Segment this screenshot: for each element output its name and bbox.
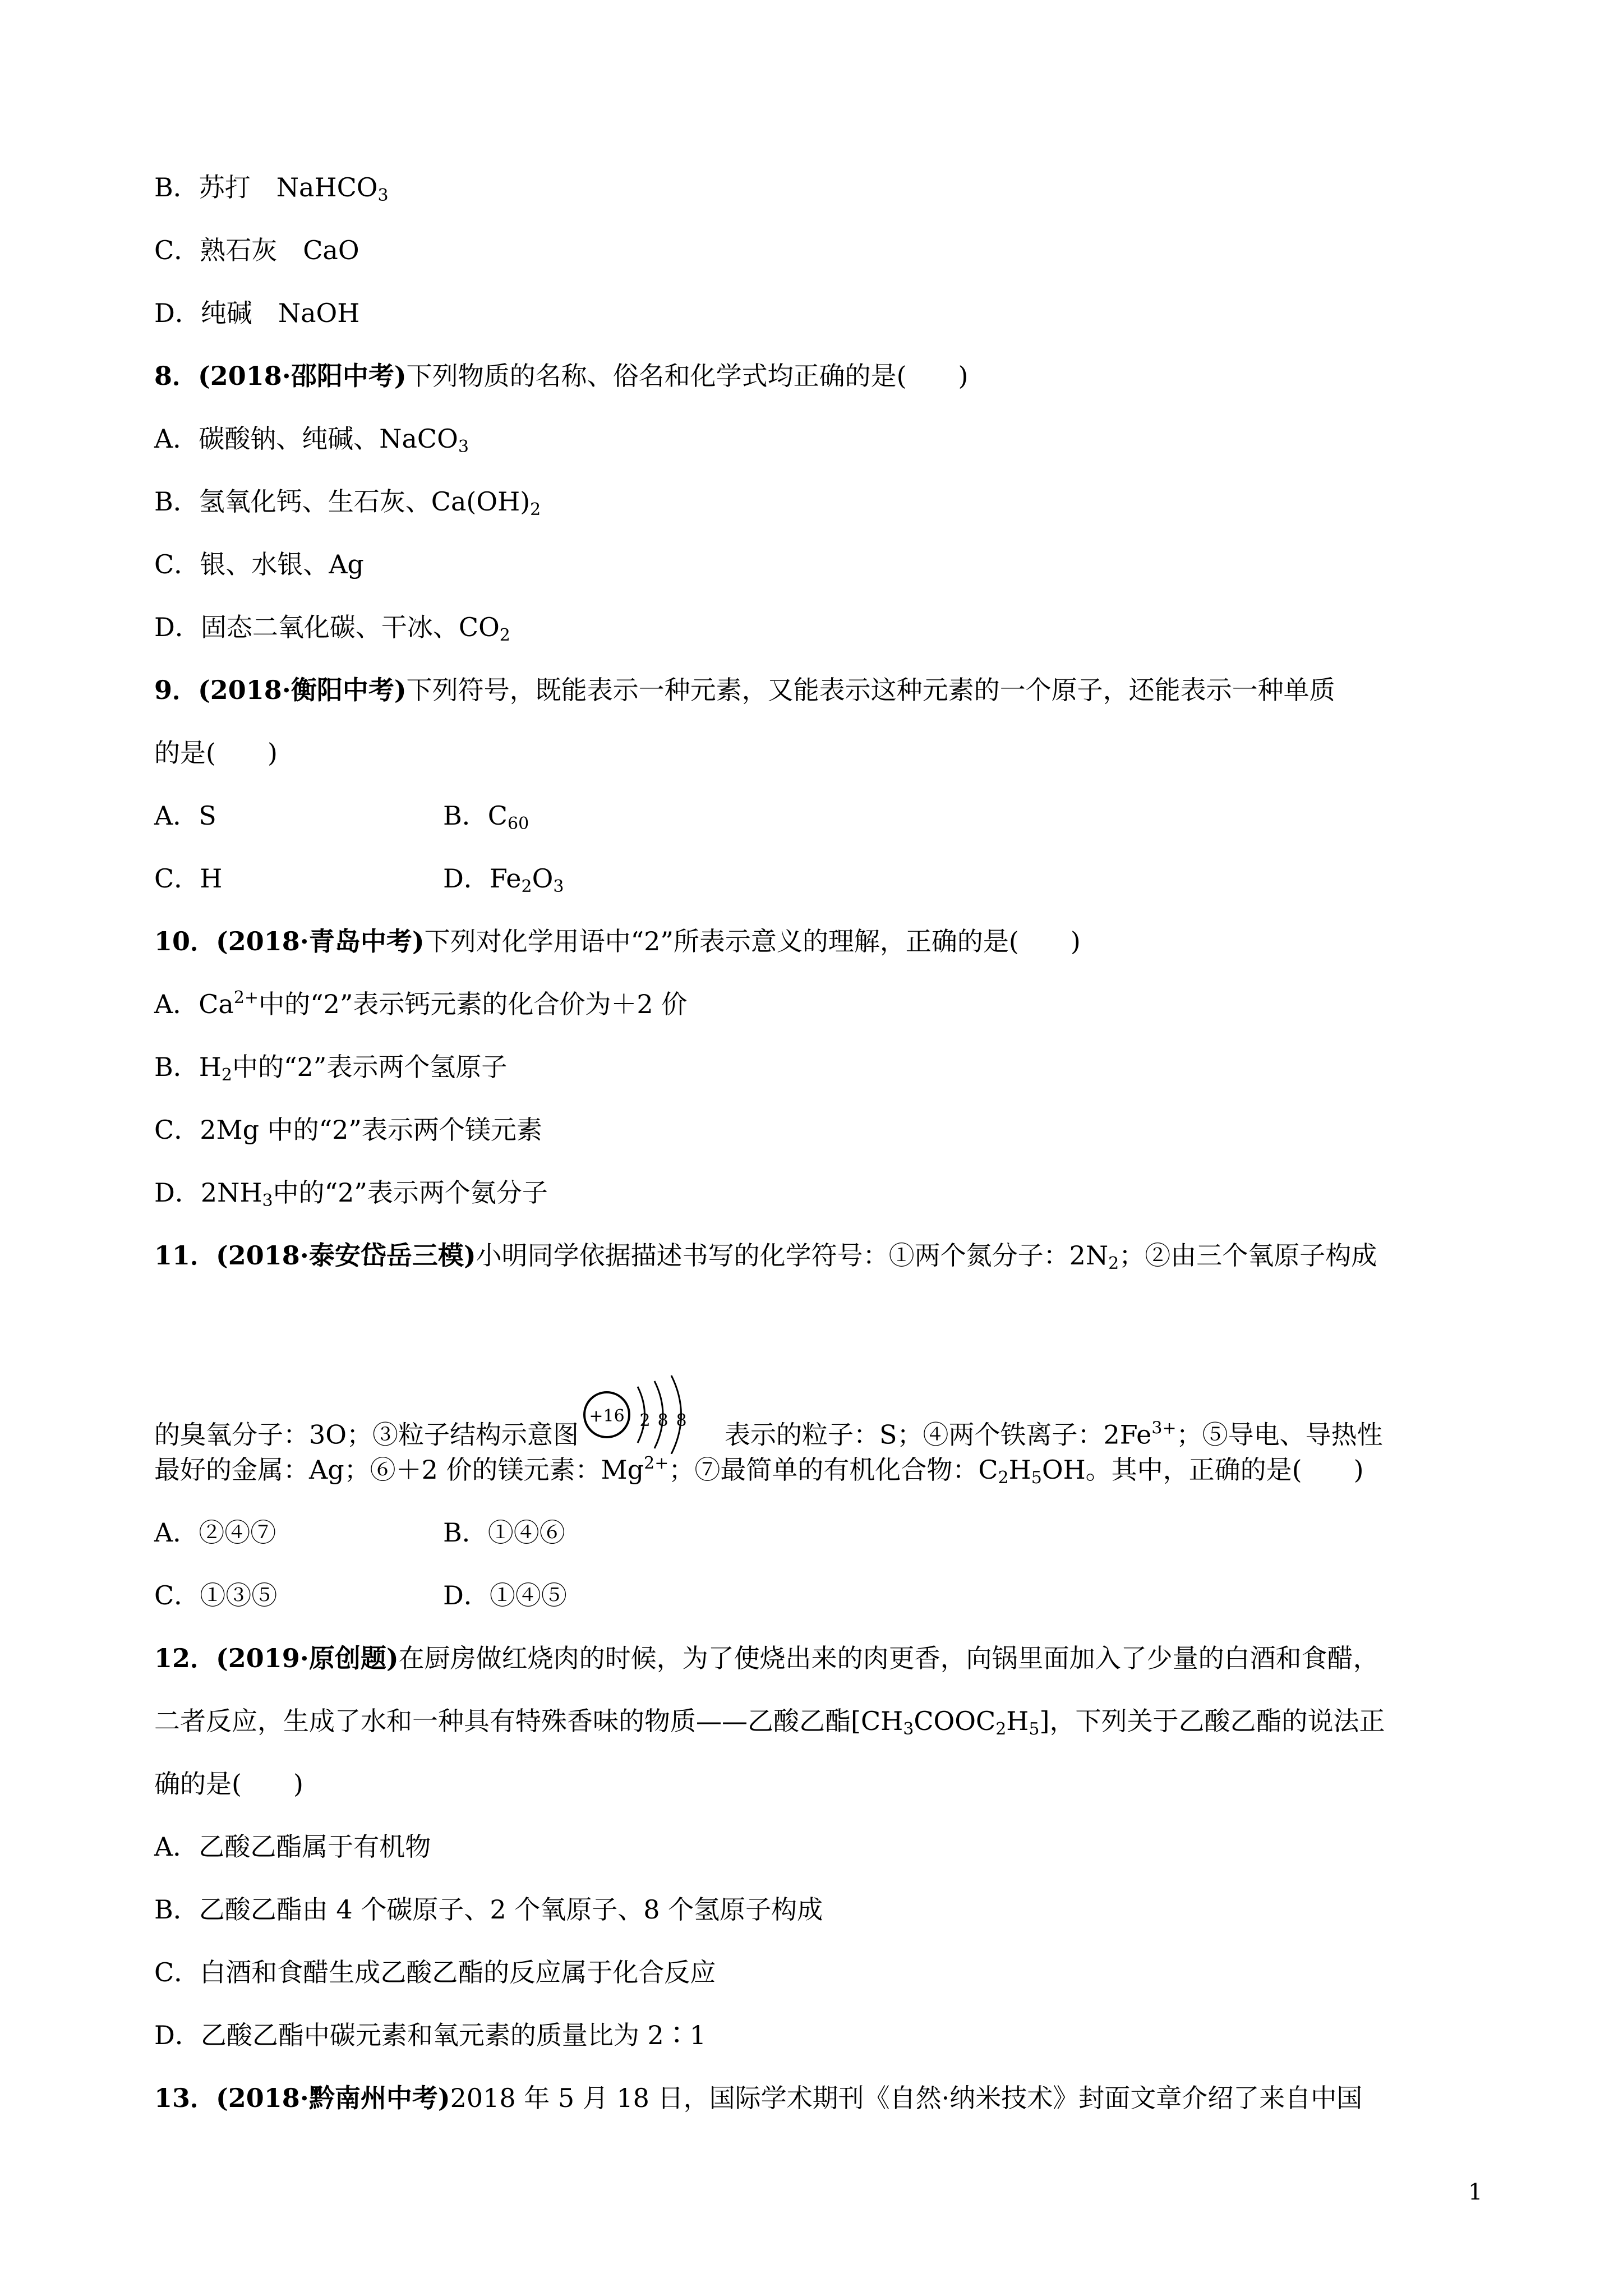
q8-option-c: C．银、水银、Ag — [154, 549, 364, 579]
q11-option-d: D．①④⑤ — [443, 1580, 567, 1611]
q10-option-a: A．$Ca^{2+}$中的“2”表示钙元素的化合价为＋2 价 — [154, 988, 688, 1019]
q9-option-d: D．$Fe_2O_3$ — [443, 863, 564, 896]
q8-option-d: D．固态二氧化碳、干冰、$CO_2$ — [154, 612, 510, 645]
q11-stem-line2: 的臭氧分子：3O；③粒子结构示意图 +16 2 8 8 表示的粒子：S；④两个铁离子：$2Fe^{3+}$；⑤导电、导热性 — [154, 1391, 1383, 1483]
q8-option-b: B．氢氧化钙、生石灰、$Ca(OH)_2$ — [154, 486, 541, 519]
q12-option-b: B．乙酸乙酯由 4 个碳原子、2 个氧原子、8 个氢原子构成 — [154, 1894, 823, 1925]
q12-stem-line1: 12．(2019·原创题)在厨房做红烧肉的时候，为了使烧出来的肉更香，向锅里面加入了少量的白酒和食醋， — [154, 1643, 1379, 1673]
q12-option-c: C．白酒和食醋生成乙酸乙酯的反应属于化合反应 — [154, 1957, 716, 1987]
q7-option-d: D．纯碱 NaOH — [154, 298, 360, 328]
shell-2-electrons: 8 — [657, 1411, 668, 1430]
q9-option-a: A．S — [154, 800, 216, 831]
q11-option-a: A．②④⑦ — [154, 1517, 276, 1548]
q10-option-c: C．2Mg 中的“2”表示两个镁元素 — [154, 1115, 542, 1145]
q11-option-b: B．①④⑥ — [443, 1517, 565, 1548]
shell-1-electrons: 2 — [639, 1411, 651, 1430]
q8-option-a: A．碳酸钠、纯碱、NaCO$_3$ — [154, 424, 469, 457]
q12-option-d: D．乙酸乙酯中碳元素和氧元素的质量比为 2∶1 — [154, 2020, 707, 2050]
q12-stem-line3: 确的是( ) — [154, 1769, 303, 1799]
q8-stem: 8．(2018·邵阳中考)下列物质的名称、俗名和化学式均正确的是( ) — [154, 361, 969, 391]
shell-3-electrons: 8 — [676, 1411, 687, 1430]
q9-option-c: C．H — [154, 863, 223, 894]
sulfur-ion-diagram-svg — [579, 1370, 725, 1454]
q9-option-b: B．$C_{60}$ — [443, 800, 529, 834]
q7-option-b: B．苏打 NaHCO$_3$ — [154, 172, 389, 205]
q12-option-a: A．乙酸乙酯属于有机物 — [154, 1832, 431, 1862]
q11-stem-line1: 11．(2018·泰安岱岳三模)小明同学依据描述书写的化学符号：①两个氮分子：$2N_2$；②由三个氧原子构成 — [154, 1240, 1377, 1273]
q10-stem: 10．(2018·青岛中考)下列对化学用语中“2”所表示意义的理解，正确的是( ) — [154, 926, 1081, 956]
page-number: 1 — [1468, 2179, 1483, 2205]
q12-stem-line2: 二者反应，生成了水和一种具有特殊香味的物质——乙酸乙酯$[CH_3COOC_2H_5]$，下列关于乙酸乙酯的说法正 — [154, 1706, 1385, 1739]
q10-option-d: D．$2NH_3$中的“2”表示两个氨分子 — [154, 1177, 548, 1211]
q7-option-c: C．熟石灰 CaO — [154, 235, 359, 265]
q13-stem-line1: 13．(2018·黔南州中考)2018 年 5 月 18 日，国际学术期刊《自然·纳米技术》封面文章介绍了来自中国 — [154, 2083, 1363, 2113]
atom-structure-diagram — [579, 1370, 725, 1461]
q9-stem-line2: 的是( ) — [154, 738, 278, 768]
q10-option-b: B．$H_2$中的“2”表示两个氢原子 — [154, 1052, 508, 1085]
nucleus-charge: +16 — [589, 1406, 625, 1426]
q9-stem-line1: 9．(2018·衡阳中考)下列符号，既能表示一种元素，又能表示这种元素的一个原子，还能表示一种单质 — [154, 675, 1335, 705]
q11-option-c: C．①③⑤ — [154, 1580, 278, 1611]
q11-stem-line3: 最好的金属：Ag；⑥＋2 价的镁元素：$Mg^{2+}$；⑦最简单的有机化合物：$C_2H_5OH$。其中，正确的是( ) — [154, 1453, 1364, 1488]
